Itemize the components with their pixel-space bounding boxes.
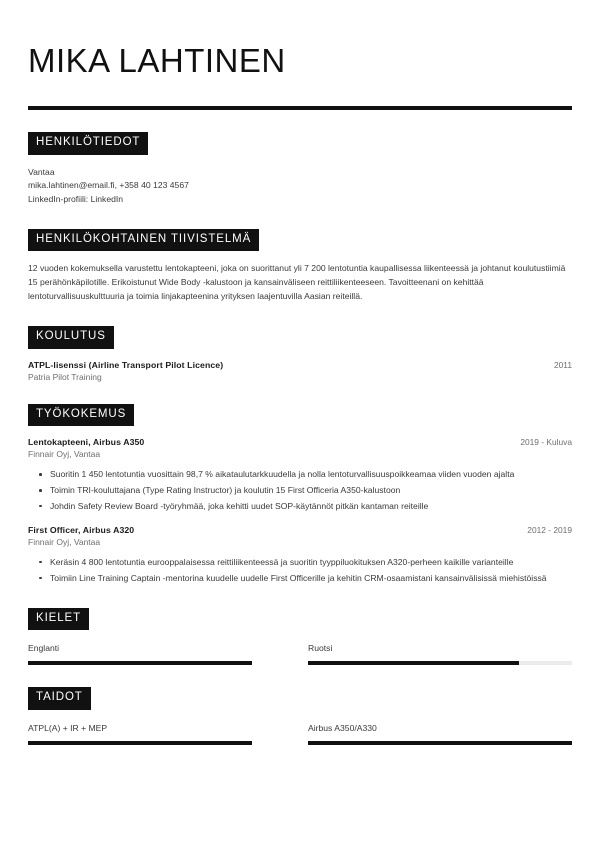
experience-job-title: Lentokapteeni, Airbus A350 <box>28 437 145 448</box>
education-institution: Patria Pilot Training <box>28 371 102 382</box>
languages-grid <box>28 642 572 665</box>
section-header-summary: HENKILÖKOHTAINEN TIIVISTELMÄ <box>28 229 259 252</box>
section-header-personal-info: HENKILÖTIEDOT <box>28 132 148 155</box>
section-personal-info <box>28 132 572 207</box>
experience-entry <box>28 525 572 586</box>
language-name: Englanti <box>28 643 60 654</box>
contact-linkedin[interactable]: LinkedIn-profiili: LinkedIn <box>28 194 124 204</box>
experience-entry-header <box>28 437 572 447</box>
skill-level-bar <box>308 741 572 745</box>
experience-date: 2012 - 2019 <box>527 524 572 535</box>
list-item: Toimiin Line Training Captain -mentorina kuudelle uudelle First Officerille ja kehitin CRM-osaamistani kansainvälisissä miehistöissä <box>50 572 572 586</box>
experience-employer: Finnair Oyj, Vantaa <box>28 536 101 547</box>
experience-bullet-list <box>28 556 572 586</box>
experience-employer: Finnair Oyj, Vantaa <box>28 449 101 460</box>
language-level-fill <box>308 661 519 665</box>
language-level-bar <box>28 661 252 665</box>
language-level-fill <box>28 661 252 665</box>
list-item: Johdin Safety Review Board -työryhmää, joka kehitti uudet SOP-käytännöt pitkän kantaman reiteille <box>50 500 572 514</box>
education-date: 2011 <box>553 359 572 370</box>
experience-entry <box>28 437 572 514</box>
language-name: Ruotsi <box>308 643 333 654</box>
section-header-education: KOULUTUS <box>28 326 114 349</box>
list-item: Keräsin 4 800 lentotuntia eurooppalaisessa reittiliikenteessä ja suoritin tyyppiluokituksen A320-perheen kaikille varianteille <box>50 556 572 570</box>
education-entry <box>28 360 572 382</box>
skill-item <box>28 722 252 745</box>
skill-name: ATPL(A) + IR + MEP <box>28 722 108 733</box>
skill-name: Airbus A350/A330 <box>308 722 377 733</box>
experience-entry-header <box>28 525 572 535</box>
list-item: Toimin TRI-kouluttajana (Type Rating Instructor) ja koulutin 15 First Officeria A350-kalustoon <box>50 484 572 498</box>
education-entry-header <box>28 360 572 370</box>
section-experience <box>28 404 572 586</box>
skill-item <box>308 722 572 745</box>
education-degree: ATPL-lisenssi (Airline Transport Pilot Licence) <box>28 359 224 370</box>
experience-date: 2019 - Kuluva <box>520 437 572 448</box>
section-education <box>28 326 572 382</box>
contact-location: Vantaa <box>28 166 55 177</box>
contact-block <box>28 166 572 207</box>
skills-grid <box>28 722 572 745</box>
section-skills <box>28 687 572 745</box>
language-item <box>28 642 252 665</box>
section-header-experience: TYÖKOKEMUS <box>28 404 134 427</box>
experience-job-title: First Officer, Airbus A320 <box>28 524 135 535</box>
section-languages <box>28 608 572 666</box>
skill-level-fill <box>28 741 252 745</box>
skill-level-bar <box>28 741 252 745</box>
page-title: MIKA LAHTINEN <box>28 42 286 79</box>
language-item <box>308 642 572 665</box>
section-summary <box>28 229 572 304</box>
language-level-bar <box>308 661 572 665</box>
header-divider <box>28 106 572 110</box>
list-item: Suoritin 1 450 lentotuntia vuosittain 98,7 % aikataulutarkkuudella ja nolla lentoturvallisuuspoikkeamaa viiden vuoden ajalta <box>50 468 572 482</box>
skill-level-fill <box>308 741 572 745</box>
section-header-languages: KIELET <box>28 608 89 631</box>
summary-text: 12 vuoden kokemuksella varustettu lentokapteeni, joka on suorittanut yli 7 200 lentotuntia kaupallisessa liikenteessä ja johtanut koulutustiimiä 15 perähönkäpilotille. Erikoistunut Wide Body -kalustoon ja kansainväliseen reittiliikenteeseen. Tavoitteenani on kehittää lentoturvallisuuskulttuuria ja toimia linjakapteenina yrityksen laajentuvilla Aasian reiteillä. <box>28 263 566 302</box>
section-header-skills: TAIDOT <box>28 687 91 710</box>
contact-email-phone: mika.lahtinen@email.fi, +358 40 123 4567 <box>28 180 189 191</box>
experience-bullet-list <box>28 468 572 514</box>
